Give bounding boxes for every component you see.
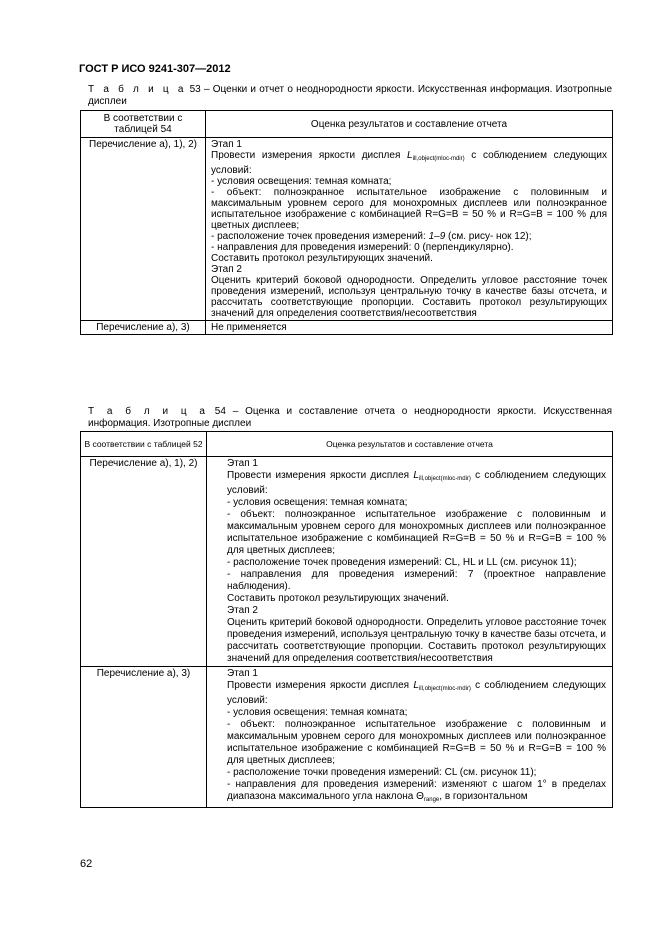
row-ref-cell: Перечисление а), 1), 2) (81, 457, 207, 667)
table-header-row (81, 432, 613, 457)
table-54-caption (88, 406, 612, 430)
condition-lighting: - условия освещения: темная комната; (211, 176, 392, 187)
table-row (81, 457, 613, 667)
measurement-instruction: Провести измерения яркости дисплея $L_{ill,object(mloc-mdir)}$ с соблюдением следующих условий: (227, 470, 607, 496)
luminance-subscript: ill,object(mloc-mdir) (418, 476, 471, 482)
condition-directions: - направления для проведения измерений: изменяют с шагом 1° в пределах диапазона максимального угла наклона $\Theta_{range}$, в горизонтальном (227, 779, 606, 803)
row-content-cell (207, 457, 613, 667)
luminance-symbol: L (413, 470, 419, 481)
table-label: Т а б л и ц а (88, 84, 187, 95)
page-number: 62 (80, 858, 93, 870)
condition-lighting: - условия освещения: темная комната; (227, 707, 408, 718)
header-col2: Оценка результатов и составление отчета (206, 111, 613, 138)
header-col1: В соответствии с таблицей 52 (81, 432, 207, 457)
stage-2-text: Оценить критерий боковой однородности. Определить угловое расстояние точек проведения измерений, используя центральную точку в качестве базы отсчета, и рассчитать соответствующие пропорции. Составить протокол результирующих значений для определения соответствия/несоответствия (227, 617, 606, 664)
luminance-symbol: L (407, 150, 413, 161)
row-content-cell: Не применяется (206, 321, 613, 335)
stage-1-heading: Этап 1 (211, 139, 242, 150)
luminance-subscript: ill,object(mloc-mdir) (418, 686, 471, 692)
document-code: ГОСТ Р ИСО 9241-307—2012 (79, 63, 231, 75)
table-label: Т а б л и ц а (88, 406, 208, 417)
range-subscript: range (423, 797, 440, 803)
table-caption-text: 53 – Оценки и отчет о неоднородности яркости. Искусственная информация. Изотропные дисплеи (88, 84, 612, 107)
table-54 (80, 431, 613, 808)
row-ref-cell: Перечисление а), 1), 2) (81, 138, 206, 321)
table-53-caption (88, 84, 612, 108)
row-content-cell (207, 667, 613, 808)
condition-directions: - направления для проведения измерений: 0 (перпендикулярно). (211, 242, 514, 253)
table-row (81, 667, 613, 808)
stage-1-heading: Этап 1 (227, 668, 258, 679)
luminance-subscript: ill,object(mloc-mdir) (412, 156, 465, 162)
condition-locations: - расположение точек проведения измерений: CL, HL и LL (см. рисунок 11); (227, 557, 577, 568)
luminance-symbol: L (413, 680, 419, 691)
row-ref-cell: Перечисление а), 3) (81, 321, 206, 335)
report-instruction: Составить протокол результирующих значений. (211, 253, 433, 264)
stage-1-heading: Этап 1 (227, 458, 258, 469)
measurement-instruction: Провести измерения яркости дисплея $L_{ill,object(mloc-mdir)}$ с соблюдением следующих условий: (211, 150, 607, 176)
table-row (81, 321, 613, 335)
condition-object: - объект: полноэкранное испытательное изображение с половинным и максимальным уровнем серого для монохромных дисплеев или полноэкранное испытательное изображение с комбинацией R=G=B = 50 % и R=G=B = 100 % для цветных дисплеев; (211, 187, 607, 231)
condition-directions: - направления для проведения измерений: 7 (проектное направление наблюдения). (227, 569, 606, 592)
table-header-row (81, 111, 613, 138)
condition-object: - объект: полноэкранное испытательное изображение с половинным и максимальным уровнем серого для монохромных дисплеев или полноэкранное испытательное изображение с комбинацией R=G=B = 50 % и R=G=B = 100 % для цветных дисплеев; (227, 509, 606, 556)
measurement-instruction: Провести измерения яркости дисплея $L_{ill,object(mloc-mdir)}$ с соблюдением следующих условий: (227, 680, 607, 706)
header-col1: В соответствии с таблицей 54 (81, 111, 206, 138)
stage-2-text: Оценить критерий боковой однородности. Определить угловое расстояние точек проведения измерений, используя центральную точку в качестве базы отсчета, и рассчитать соответствующие пропорции. Составить протокол результирующих значений для определения соответствия/несоответствия (211, 275, 607, 319)
row-ref-cell: Перечисление а), 3) (81, 667, 207, 808)
table-caption-text: 54 – Оценка и составление отчета о неоднородности яркости. Искусственная информация. Изотропные дисплеи (88, 406, 612, 429)
stage-2-heading: Этап 2 (227, 605, 258, 616)
condition-locations: - расположение точек проведения измерений: 1–9 (см. рису- нок 12); (211, 231, 532, 242)
stage-2-heading: Этап 2 (211, 264, 242, 275)
condition-lighting: - условия освещения: темная комната; (227, 497, 408, 508)
header-col2: Оценка результатов и составление отчета (207, 432, 613, 457)
row-content-cell (206, 138, 613, 321)
condition-location: - расположение точки проведения измерений: CL (см. рисунок 11); (227, 767, 537, 778)
condition-object: - объект: полноэкранное испытательное изображение с половинным и максимальным уровнем серого для монохромных дисплеев или полноэкранное испытательное изображение с комбинацией R=G=B = 50 % и R=G=B = 100 % для цветных дисплеев; (227, 719, 606, 766)
report-instruction: Составить протокол результирующих значений. (227, 593, 449, 604)
table-53 (80, 110, 613, 335)
table-row (81, 138, 613, 321)
